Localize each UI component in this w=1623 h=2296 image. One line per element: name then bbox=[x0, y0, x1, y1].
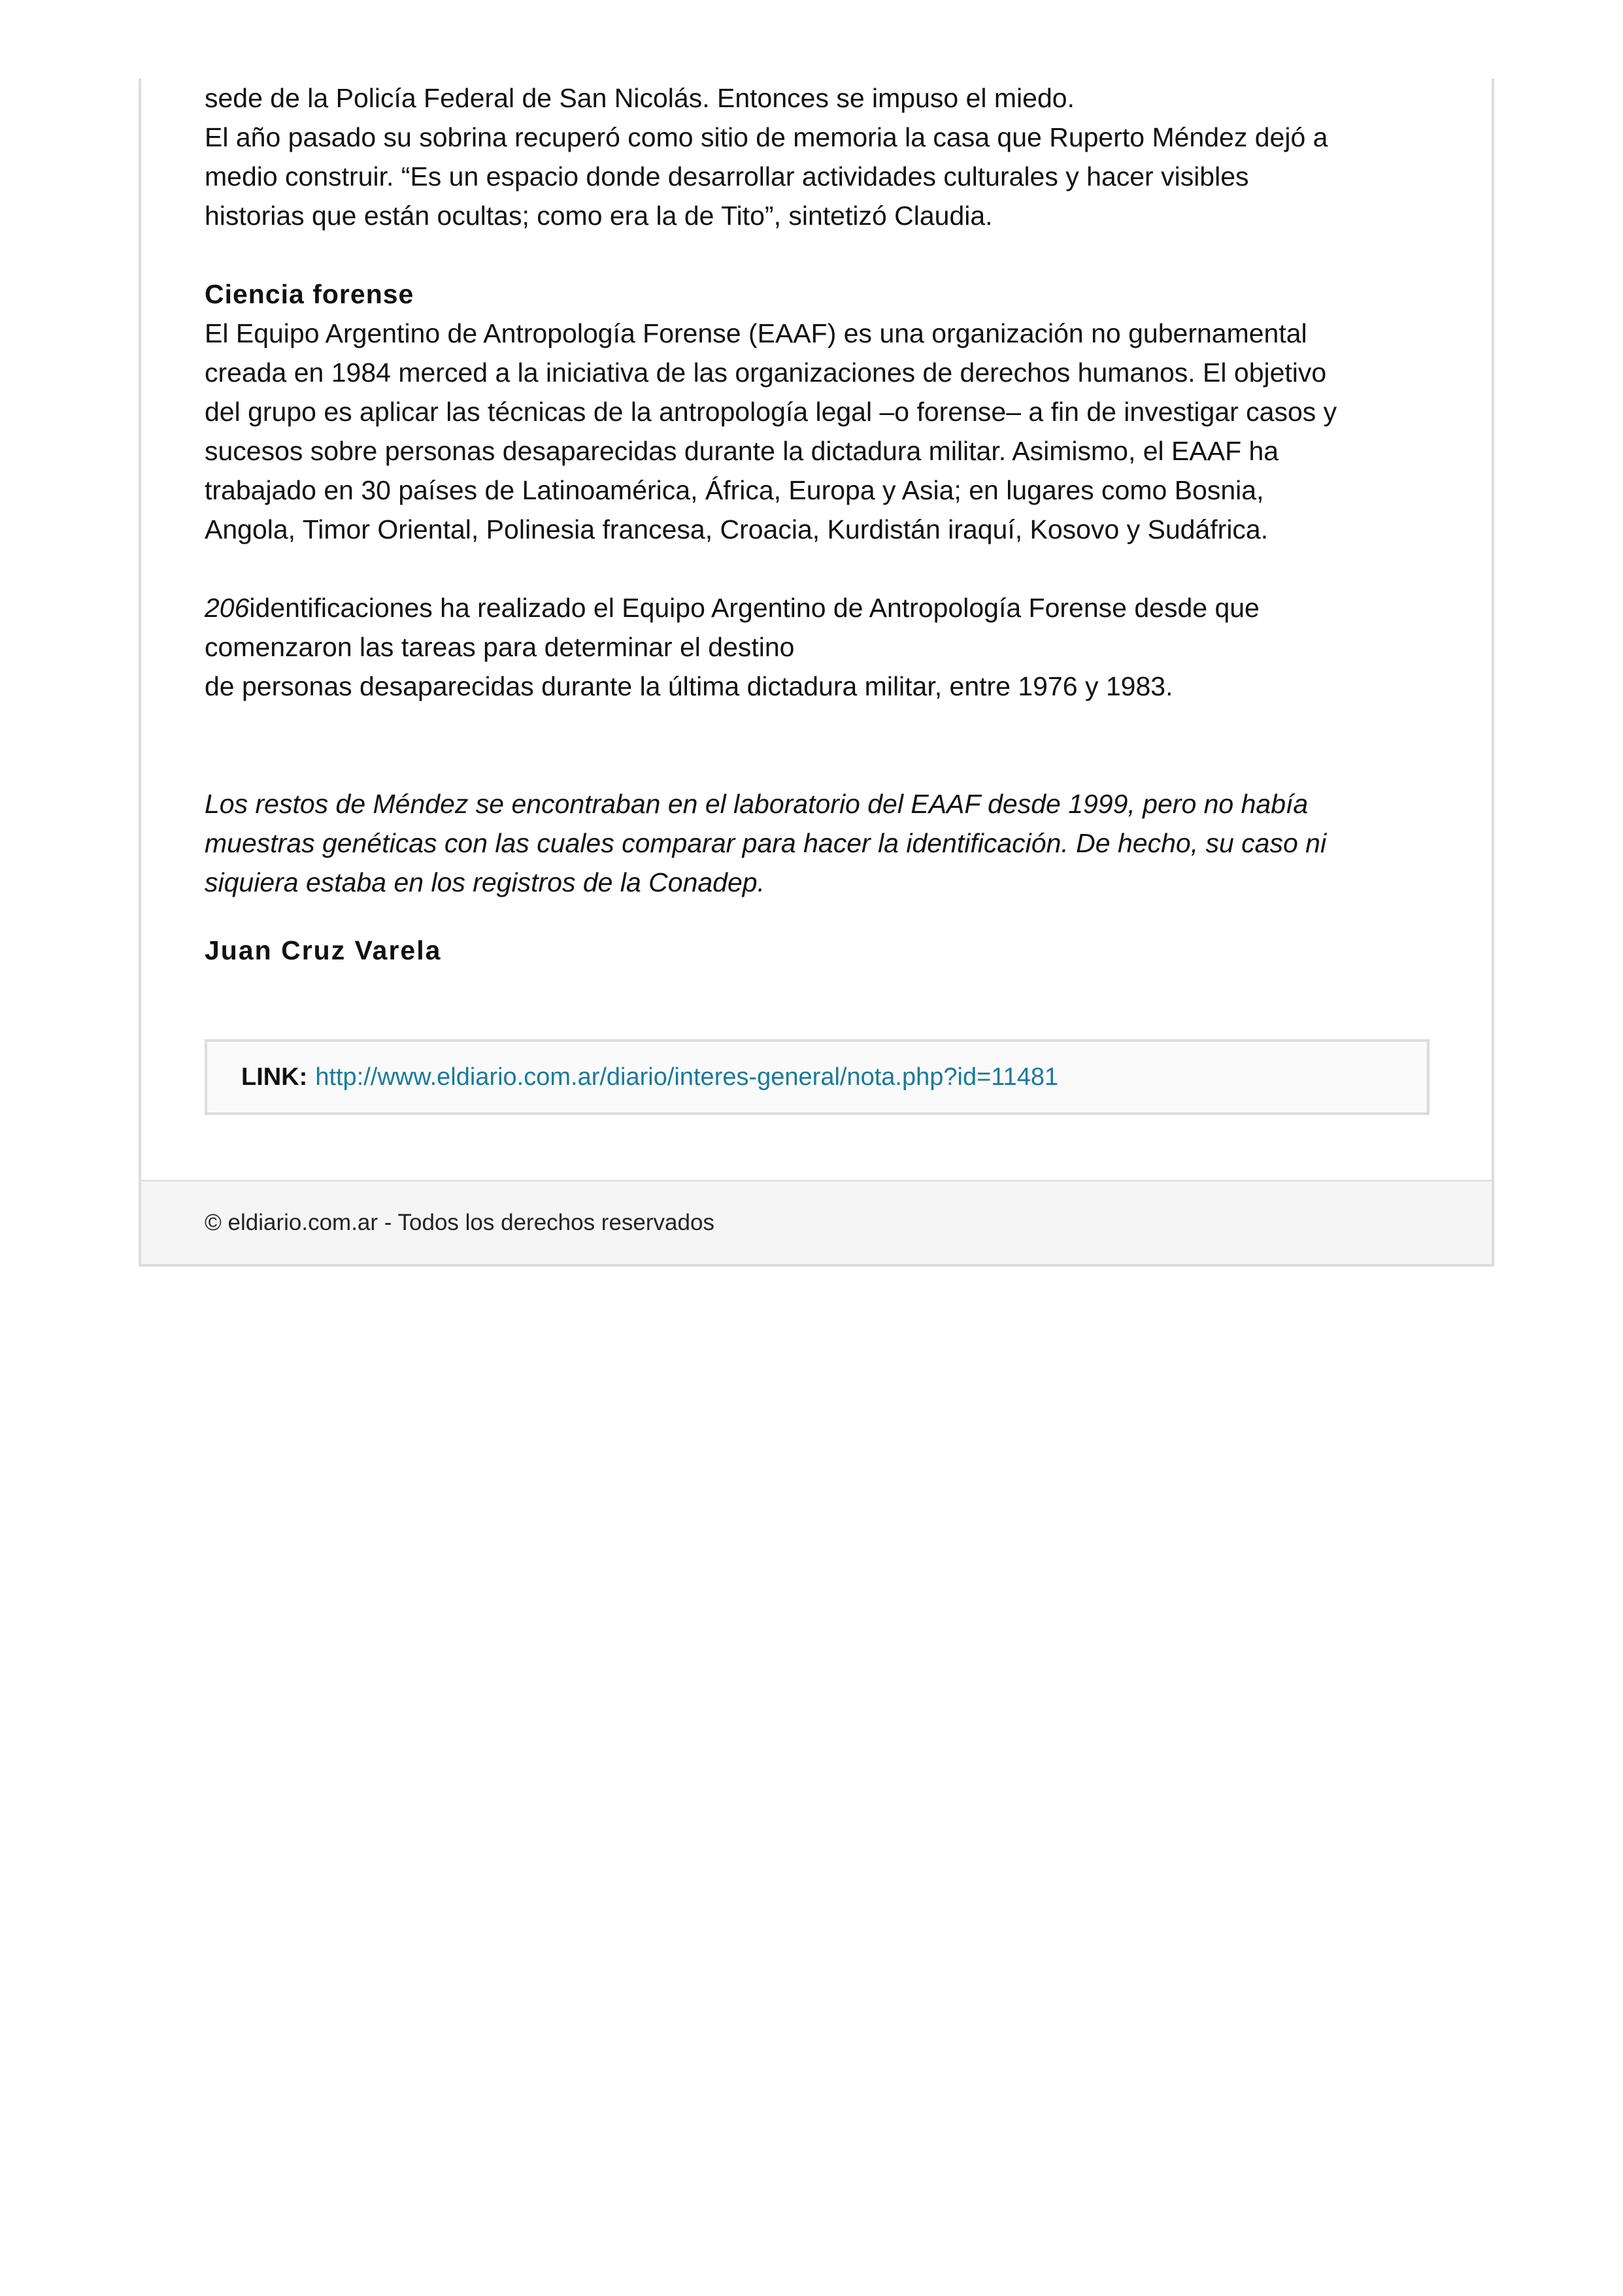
text-line: creada en 1984 merced a la iniciativa de las organizaciones de derechos humanos. El objetivo bbox=[205, 358, 1327, 388]
italic-paragraph bbox=[205, 784, 1433, 902]
page-footer bbox=[141, 1180, 1492, 1264]
link-label: LINK: bbox=[241, 1063, 308, 1091]
source-link[interactable]: http://www.eldiario.com.ar/diario/interes-general/nota.php?id=11481 bbox=[315, 1063, 1059, 1091]
copyright-text: © eldiario.com.ar - Todos los derechos reservados bbox=[205, 1210, 714, 1235]
text-line: Angola, Timor Oriental, Polinesia francesa, Croacia, Kurdistán iraquí, Kosovo y Sudáfrica. bbox=[205, 514, 1269, 544]
text-line: sede de la Policía Federal de San Nicolás. Entonces se impuso el miedo. bbox=[205, 83, 1075, 113]
text-line: muestras genéticas con las cuales comparar para hacer la identificación. De hecho, su caso ni bbox=[205, 828, 1327, 858]
stat-number: 206 bbox=[205, 593, 250, 623]
text-line: El año pasado su sobrina recuperó como sitio de memoria la casa que Ruperto Méndez dejó a bbox=[205, 122, 1328, 152]
text-line: medio construir. “Es un espacio donde desarrollar actividades culturales y hacer visibles bbox=[205, 161, 1249, 191]
text-line: del grupo es aplicar las técnicas de la antropología legal –o forense– a fin de investigar casos y bbox=[205, 397, 1337, 427]
text-line: siquiera estaba en los registros de la Conadep. bbox=[205, 867, 765, 897]
source-link-box bbox=[205, 1039, 1430, 1115]
section-forense bbox=[205, 275, 1433, 549]
text-line: identificaciones ha realizado el Equipo Argentino de Antropología Forense desde que bbox=[249, 593, 1260, 623]
text-line: sucesos sobre personas desaparecidas durante la dictadura militar. Asimismo, el EAAF ha bbox=[205, 436, 1279, 466]
text-line: historias que están ocultas; como era la de Tito”, sintetizó Claudia. bbox=[205, 201, 993, 231]
text-line: Los restos de Méndez se encontraban en el laboratorio del EAAF desde 1999, pero no había bbox=[205, 789, 1309, 819]
stat-paragraph bbox=[205, 588, 1433, 706]
article-body bbox=[205, 78, 1433, 970]
text-line: trabajado en 30 países de Latinoamérica, África, Europa y Asia; en lugares como Bosnia, bbox=[205, 475, 1264, 505]
author-name: Juan Cruz Varela bbox=[205, 935, 442, 965]
text-line: de personas desaparecidas durante la última dictadura militar, entre 1976 y 1983. bbox=[205, 671, 1173, 701]
text-line: El Equipo Argentino de Antropología Forense (EAAF) es una organización no gubernamental bbox=[205, 318, 1307, 348]
paragraph-memoria bbox=[205, 78, 1433, 235]
text-line: comenzaron las tareas para determinar el destino bbox=[205, 632, 795, 662]
section-heading: Ciencia forense bbox=[205, 279, 414, 309]
